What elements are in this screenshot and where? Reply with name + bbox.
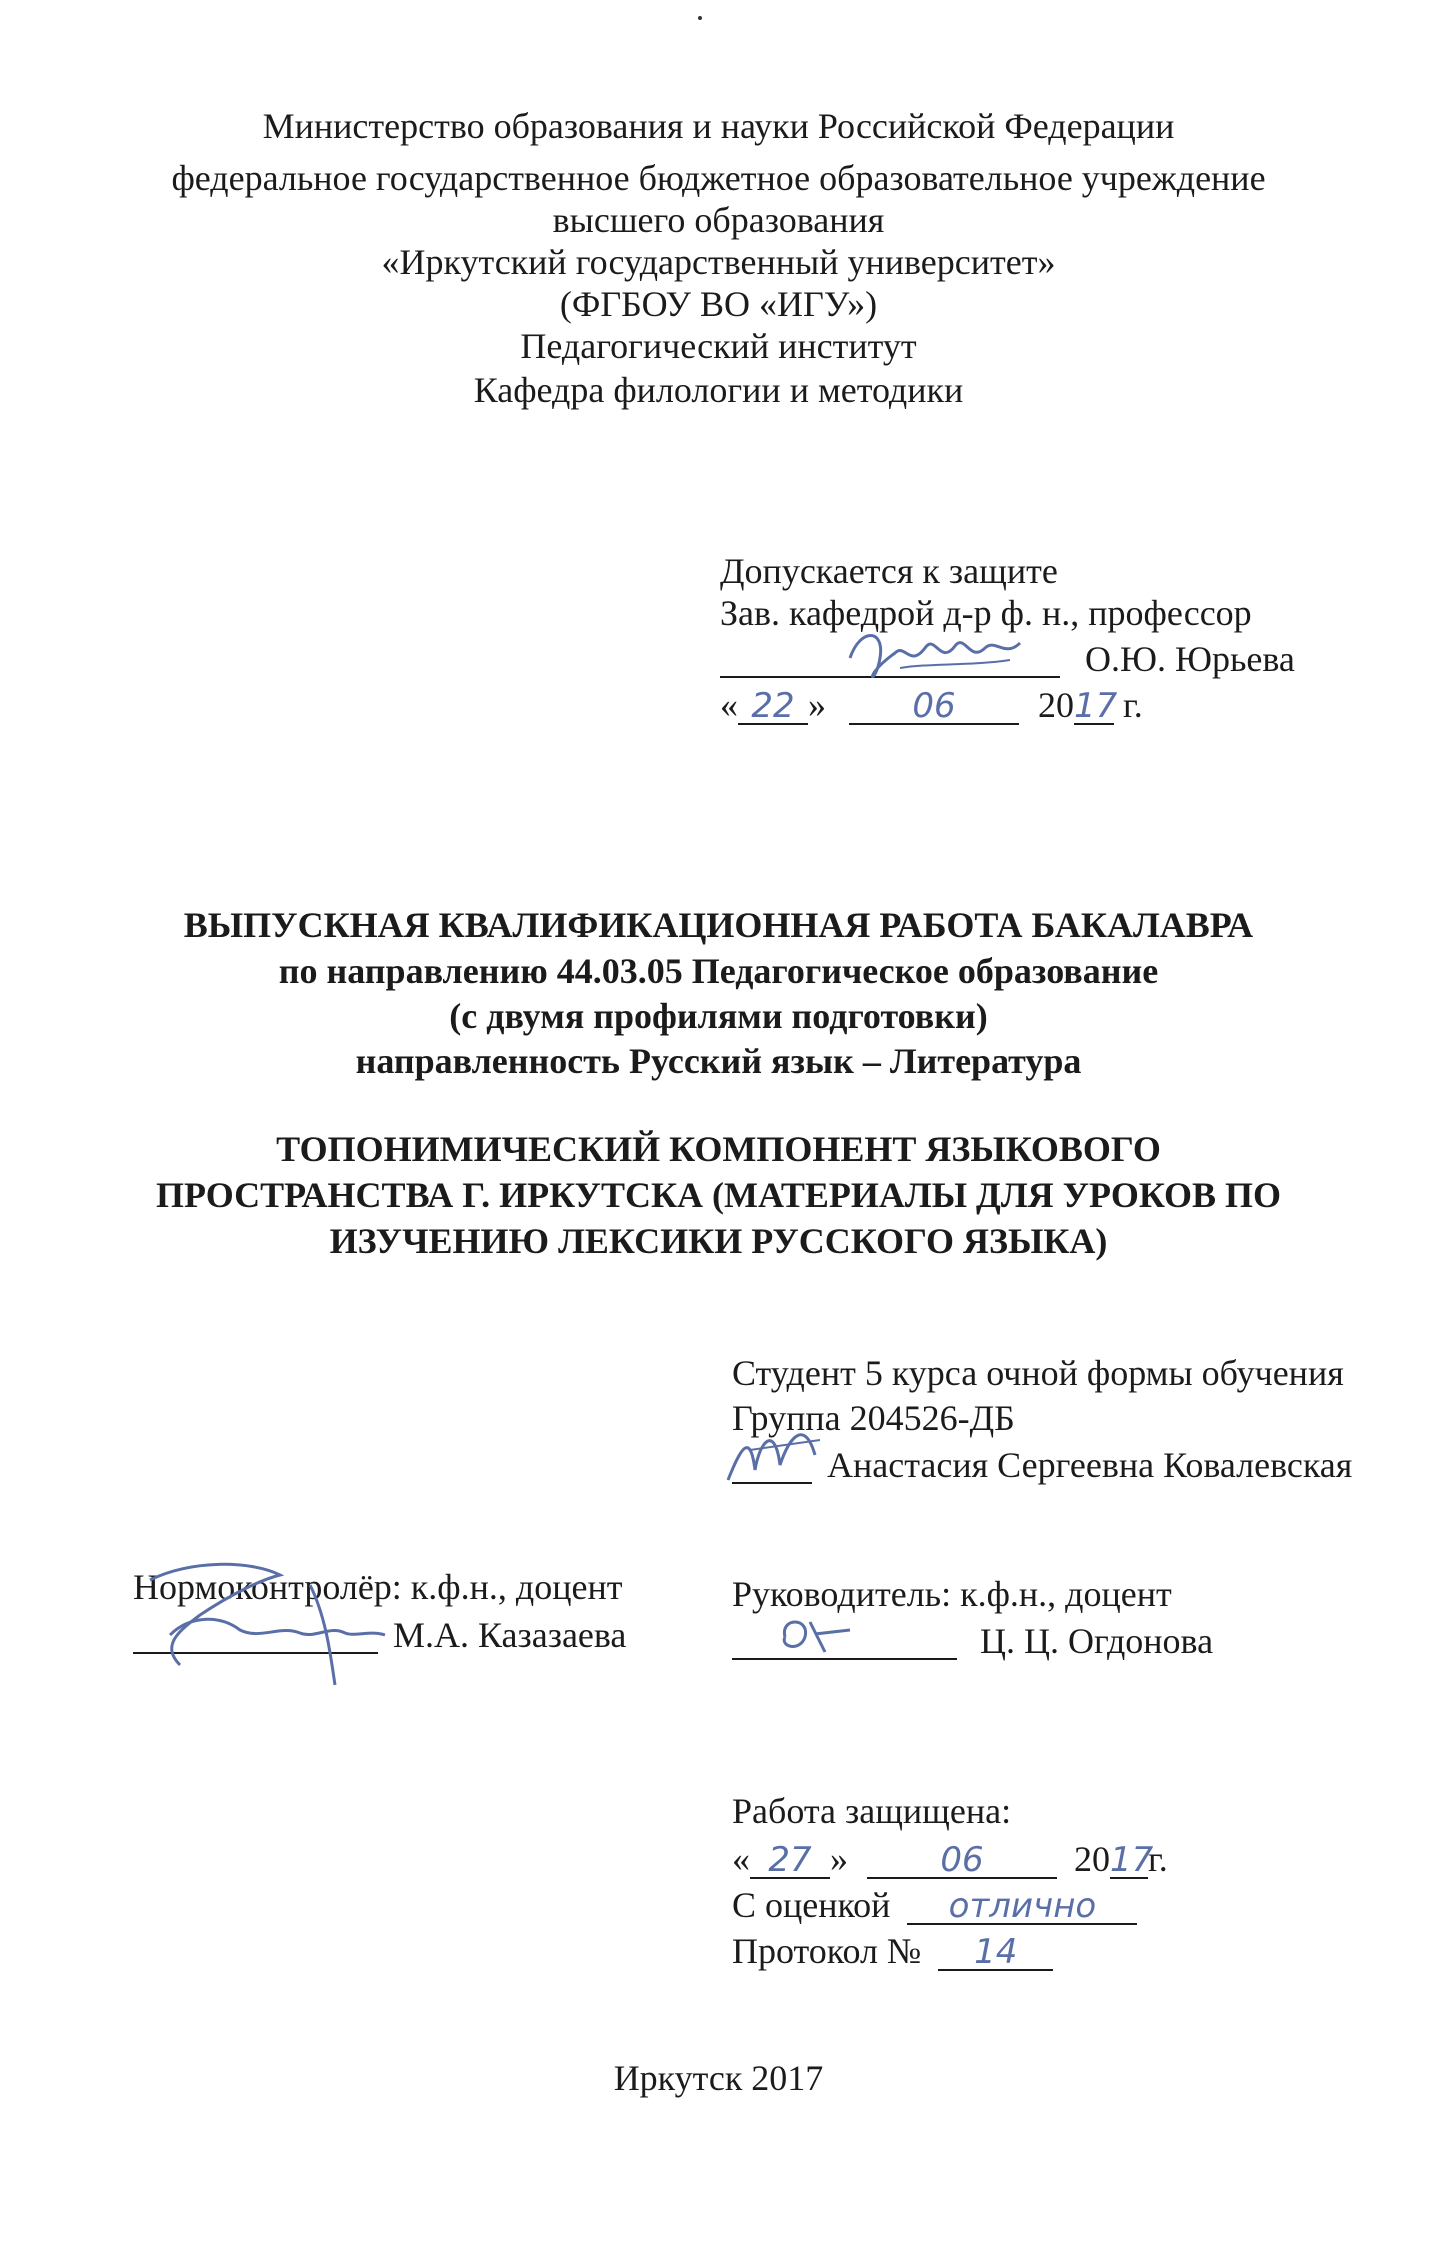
approval-year-suffix: 17 xyxy=(1074,686,1118,726)
institution-type-line: федеральное государственное бюджетное образовательное учреждение xyxy=(171,158,1266,198)
approval-month: 06 xyxy=(849,689,1019,725)
work-title-line-2: ПРОСТРАНСТВА Г. ИРКУТСКА (МАТЕРИАЛЫ ДЛЯ УРОКОВ ПО xyxy=(155,1175,1282,1215)
department-line: Кафедра филологии и методики xyxy=(473,370,964,410)
grade-value: отлично xyxy=(907,1889,1137,1925)
defense-month: 06 xyxy=(867,1843,1057,1879)
defense-day: 27 xyxy=(750,1843,830,1879)
head-signature-image xyxy=(840,618,1030,688)
city-year: Иркутск 2017 xyxy=(613,2058,824,2098)
approval-year-unit: г. xyxy=(1114,685,1143,725)
supervisor-signature-image xyxy=(770,1612,860,1657)
abbr-line: (ФГБОУ ВО «ИГУ») xyxy=(559,284,878,324)
student-group: Группа 204526-ДБ xyxy=(732,1398,1015,1438)
defense-quote-open: « xyxy=(732,1839,750,1879)
protocol-number: 14 xyxy=(938,1935,1053,1971)
defense-year-unit: г. xyxy=(1148,1839,1168,1879)
grade-label: С оценкой xyxy=(732,1885,891,1925)
defense-date-line xyxy=(732,1838,1168,1880)
protocol-label: Протокол № xyxy=(732,1931,922,1971)
scan-speck xyxy=(698,16,702,20)
defense-year-prefix: 20 xyxy=(1074,1839,1110,1879)
work-type: ВЫПУСКНАЯ КВАЛИФИКАЦИОННАЯ РАБОТА БАКАЛАВРА xyxy=(183,905,1254,945)
approval-day: 22 xyxy=(738,689,808,725)
norm-controller-signature-image xyxy=(130,1555,390,1695)
admitted-line: Допускается к защите xyxy=(720,551,1058,591)
quote-close: » xyxy=(808,685,826,725)
approval-date-line xyxy=(720,684,1143,726)
defense-quote-close: » xyxy=(830,1839,848,1879)
defense-year-suffix: 17 xyxy=(1110,1840,1154,1880)
protocol-line xyxy=(732,1930,1053,1972)
norm-controller-title: Нормоконтролёр: к.ф.н., доцент xyxy=(133,1567,623,1607)
student-name: Анастасия Сергеевна Ковалевская xyxy=(827,1445,1353,1485)
work-direction: по направлению 44.03.05 Педагогическое образование xyxy=(278,951,1159,991)
quote-open: « xyxy=(720,685,738,725)
head-title-line: Зав. кафедрой д-р ф. н., профессор xyxy=(720,593,1252,633)
student-course: Студент 5 курса очной формы обучения xyxy=(732,1353,1344,1393)
grade-line xyxy=(732,1884,1137,1926)
work-title-line-1: ТОПОНИМИЧЕСКИЙ КОМПОНЕНТ ЯЗЫКОВОГО xyxy=(276,1129,1161,1169)
approval-year-prefix: 20 xyxy=(1038,685,1074,725)
ministry-line: Министерство образования и науки Российской Федерации xyxy=(262,106,1175,146)
university-line: «Иркутский государственный университет» xyxy=(381,242,1056,282)
education-level-line: высшего образования xyxy=(552,200,885,240)
work-orientation: направленность Русский язык – Литература xyxy=(355,1041,1082,1081)
norm-controller-name: М.А. Казазаева xyxy=(393,1615,627,1655)
student-signature-image xyxy=(720,1410,830,1490)
work-profiles: (с двумя профилями подготовки) xyxy=(449,996,988,1036)
defended-label: Работа защищена: xyxy=(732,1791,1012,1831)
head-name: О.Ю. Юрьева xyxy=(1085,639,1295,679)
supervisor-title: Руководитель: к.ф.н., доцент xyxy=(732,1574,1172,1614)
work-title-line-3: ИЗУЧЕНИЮ ЛЕКСИКИ РУССКОГО ЯЗЫКА) xyxy=(329,1221,1108,1261)
supervisor-name: Ц. Ц. Огдонова xyxy=(980,1621,1214,1661)
institute-line: Педагогический институт xyxy=(520,326,917,366)
